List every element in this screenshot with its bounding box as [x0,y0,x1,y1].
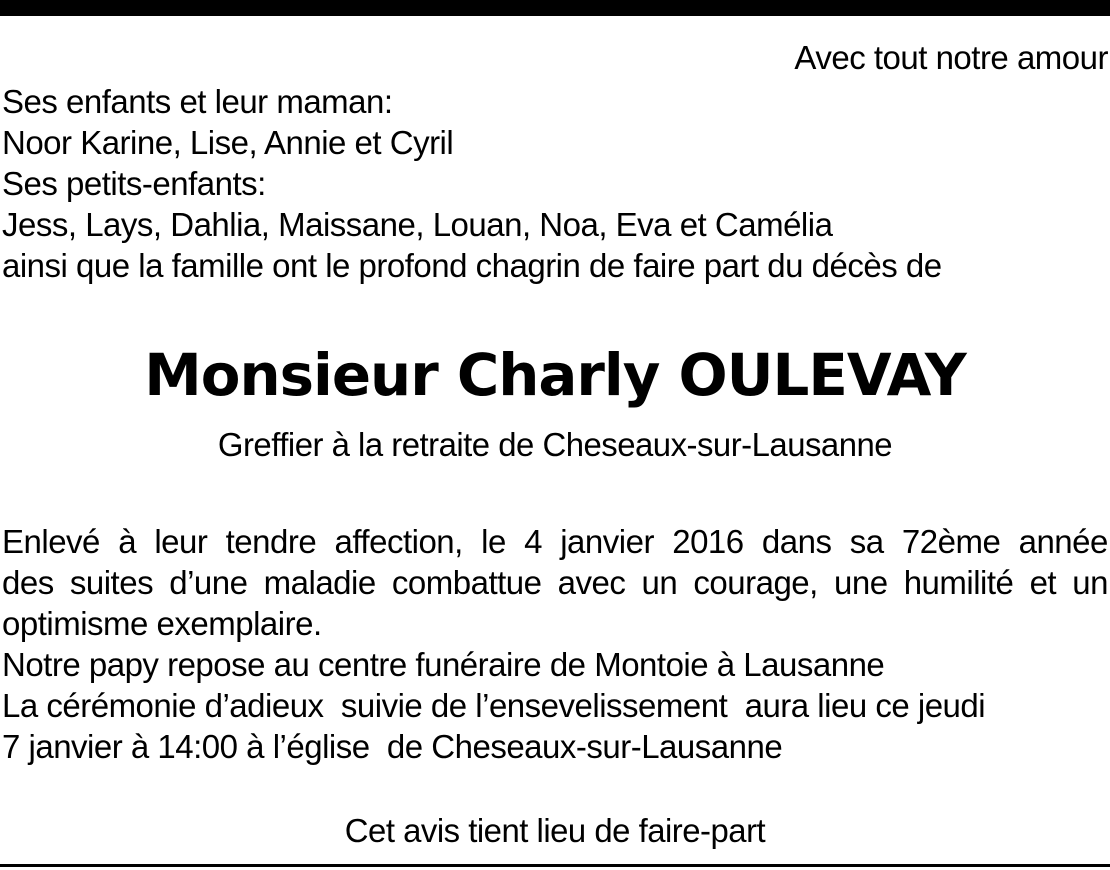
body-word: 2016 [672,523,744,560]
body-word: 72ème [901,523,1001,560]
body-word: humilité [903,564,1014,601]
body-line-1 [2,522,1108,562]
top-border-rule [0,0,1110,16]
footer-note: Cet avis tient lieu de faire-part [344,812,766,849]
body-line-5: La cérémonie d’adieux suivie de l’ensevelissement aura lieu ce jeudi [2,687,986,724]
deceased-title: Greffier à la retraite de Cheseaux-sur-Lausanne [217,426,893,463]
body-word: sa [849,523,884,560]
body-word: d’une [169,564,248,601]
body-word: et [1029,564,1057,601]
body-word: avec [557,564,626,601]
body-word: des [2,564,54,601]
bottom-border-rule [0,864,1110,867]
body-word: 4 [524,523,542,560]
body-word: courage, [693,564,818,601]
body-word: Enlevé [2,523,100,560]
body-word: maladie [263,564,376,601]
body-line-3: optimisme exemplaire. [2,605,322,642]
children-names: Noor Karine, Lise, Annie et Cyril [2,124,454,161]
body-word: une [833,564,888,601]
dedication-text: Avec tout notre amour [794,39,1108,76]
body-word: leur [154,523,208,560]
body-line-2 [2,563,1108,603]
body-word: à [118,523,137,560]
body-word: affection, [334,523,463,560]
body-line-6: 7 janvier à 14:00 à l’église de Cheseaux-sur-Lausanne [2,728,783,765]
deceased-name: Monsieur Charly OULEVAY [144,341,966,409]
body-word: année [1018,523,1108,560]
body-word: suites [69,564,154,601]
body-word: un [1072,564,1108,601]
body-word: janvier [560,523,654,560]
body-line-4: Notre papy repose au centre funéraire de Montoie à Lausanne [2,646,885,683]
body-word: dans [761,523,832,560]
body-word: tendre [225,523,317,560]
children-heading: Ses enfants et leur maman: [2,83,393,120]
grandchildren-names: Jess, Lays, Dahlia, Maissane, Louan, Noa, Eva et Camélia [2,206,833,243]
body-word: le [481,523,506,560]
body-word: un [641,564,678,601]
body-word: combattue [391,564,542,601]
announcement-text: ainsi que la famille ont le profond chagrin de faire part du décès de [2,247,942,284]
grandchildren-heading: Ses petits-enfants: [2,165,266,202]
